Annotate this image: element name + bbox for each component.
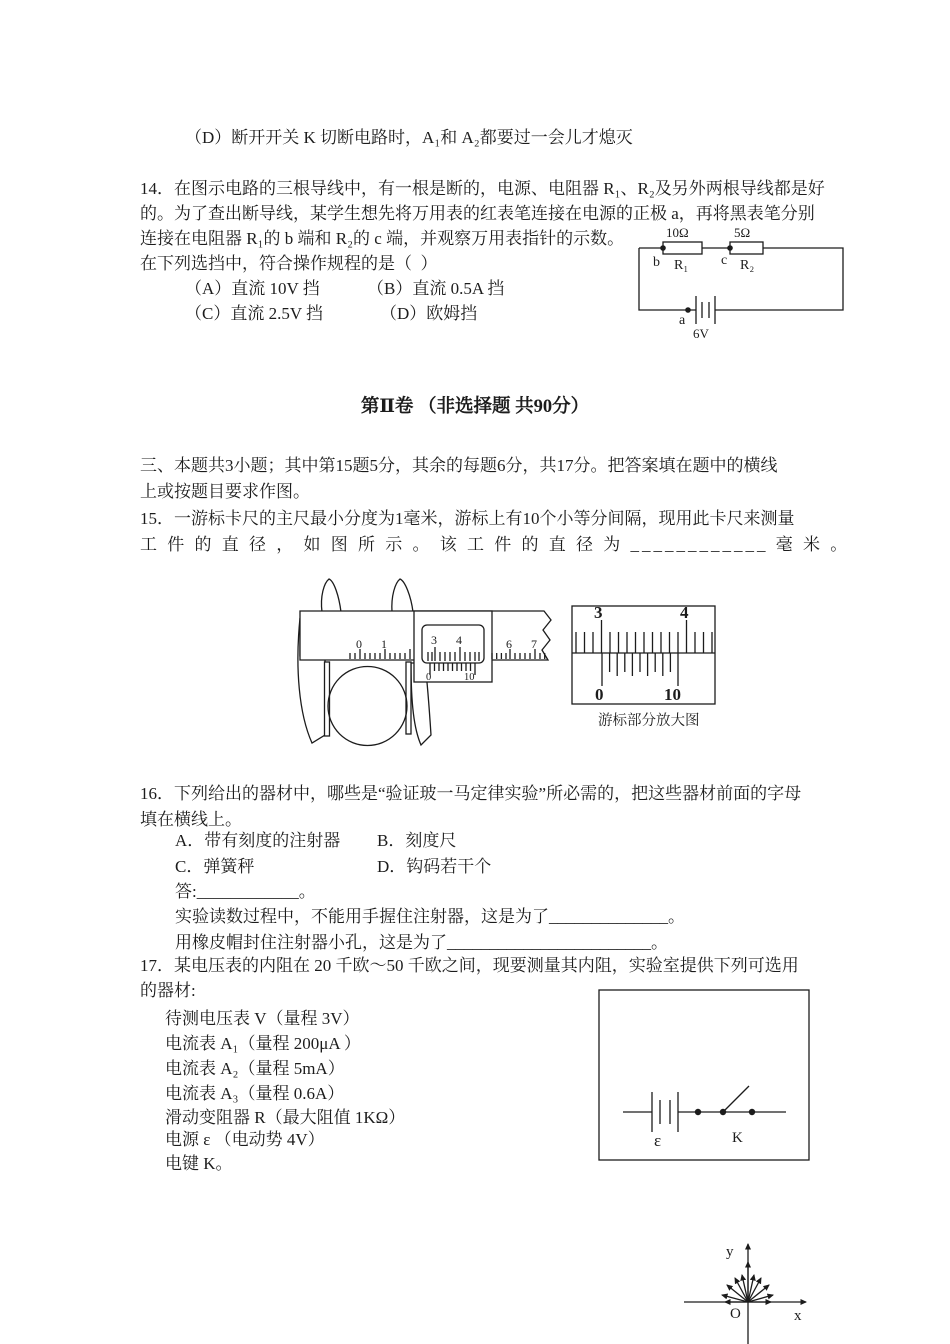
q16-fill-line-1: 实验读数过程中，不能用手握住注射器，这是为了______________。 [175, 907, 685, 926]
q16-fill-line-2: 用橡皮帽封住注射器小孔，这是为了________________________。 [175, 933, 668, 952]
zoom-main-3: 3 [594, 603, 603, 622]
q17-item-power-source: 电源 ε （电动势 4V） [165, 1130, 325, 1149]
node-b-dot [660, 245, 666, 251]
emf-label: ε [654, 1131, 662, 1150]
q14-line-3: 连接在电阻器 R₁的 b 端和 R₂的 c 端，并观察万用表指针的示数。 [140, 229, 625, 248]
r2-value-label: 5Ω [734, 225, 751, 240]
main-scale-1: 1 [381, 637, 387, 651]
workpiece-circle [328, 667, 407, 746]
q16-option-c: C．弹簧秤 [175, 857, 255, 876]
q16-answer-blank: 答:____________。 [175, 882, 316, 901]
q17-line-2: 的器材: [140, 981, 196, 1000]
x-axis-label: x [794, 1308, 802, 1324]
q17-item-rheostat: 滑动变阻器 R（最大阻值 1KΩ） [165, 1108, 406, 1127]
q16-option-d: D．钩码若干个 [377, 857, 492, 876]
r1-label: R₁ [674, 258, 689, 273]
caliper-upper-fixed-prong [321, 579, 341, 612]
figure-border [599, 990, 809, 1160]
vernier-10: 10 [464, 672, 475, 683]
terminal-dot [695, 1109, 701, 1115]
main-scale-7: 7 [531, 637, 537, 651]
switch-blade [723, 1086, 749, 1112]
q17-item-ammeter-a2: 电流表 A₂（量程 5mA） [165, 1059, 345, 1078]
node-b-label: b [653, 255, 660, 270]
sec3-line-1: 三、本题共3小题；其中第15题5分，其余的每题6分，共17分。把答案填在题中的横线 [140, 456, 778, 475]
q14-line-4: 在下列选挡中，符合操作规程的是（ ） [140, 254, 438, 273]
zoom-main-4: 4 [680, 603, 689, 622]
battery-symbol [696, 296, 715, 324]
r1-value-label: 10Ω [666, 225, 689, 240]
q15-line-2: 工 件 的 直 径 ， 如 图 所 示 。 该 工 件 的 直 径 为 ____________ 毫 米 。 [140, 535, 851, 554]
main-scale-6: 6 [506, 637, 512, 651]
q17-item-ammeter-a3: 电流表 A₃（量程 0.6A） [165, 1084, 345, 1103]
vernier-0: 0 [426, 672, 432, 683]
window-scale-4: 4 [456, 633, 462, 647]
zoom-vernier-ticks [602, 653, 678, 686]
y-axis-label: y [726, 1244, 734, 1260]
q17-circuit-figure [596, 988, 812, 1164]
vernier-zoom-box [572, 603, 715, 704]
terminal-dot [749, 1109, 755, 1115]
zoom-caption: 游标部分放大图 [598, 713, 700, 729]
vector-fan [722, 1262, 773, 1302]
q14-option-c: （C）直流 2.5V 挡 [185, 304, 324, 323]
q15-line-1: 15．一游标卡尺的主尺最小分度为1毫米，游标上有10个小等分间隔，现用此卡尺来测量 [140, 509, 795, 528]
battery-symbol [652, 1092, 678, 1132]
switch-label: K [732, 1130, 743, 1146]
zoom-vernier-0: 0 [595, 685, 604, 704]
resistor-r1-box [663, 242, 702, 254]
q16-option-b: B．刻度尺 [377, 831, 457, 850]
node-a-dot [685, 307, 691, 313]
coordinate-axes-figure [670, 1232, 840, 1344]
q17-item-voltmeter: 待测电压表 V（量程 3V） [165, 1009, 360, 1028]
q15-caliper-figure [280, 568, 740, 768]
q17-line-1: 17．某电压表的内阻在 20 千欧～50 千欧之间，现要测量其内阻，实验室提供下列可选用 [140, 956, 799, 975]
q16-line-2: 填在横线上。 [140, 810, 242, 829]
q16-option-a: A．带有刻度的注射器 [175, 831, 341, 850]
q14-line-1: 14．在图示电路的三根导线中，有一根是断的，电源、电阻器 R₁、R₂及另外两根导线都是好 [140, 179, 825, 198]
battery-voltage-label: 6V [693, 326, 709, 341]
zoom-main-ticks [576, 620, 712, 653]
q17-item-ammeter-a1: 电流表 A₁（量程 200μA ） [165, 1034, 361, 1053]
q14-circuit-figure [630, 218, 850, 342]
window-scale-3: 3 [431, 633, 437, 647]
node-c-label: c [721, 253, 728, 268]
node-c-dot [727, 245, 733, 251]
node-a-label: a [679, 313, 686, 328]
q14-line-2: 的。为了查出断导线，某学生想先将万用表的红表笔连接在电源的正极 a，再将黑表笔分别 [140, 204, 815, 223]
part2-header: 第Ⅱ卷 （非选择题 共90分） [360, 397, 590, 417]
q14-option-a: （A）直流 10V 挡 [185, 279, 320, 298]
caliper-upper-movable-prong [392, 579, 413, 612]
q16-line-1: 16．下列给出的器材中，哪些是“验证玻一马定律实验”所必需的，把这些器材前面的字母 [140, 784, 802, 803]
q17-item-switch: 电键 K。 [165, 1154, 233, 1173]
resistor-r2-box [730, 242, 763, 254]
sec3-line-2: 上或按题目要求作图。 [140, 482, 310, 501]
q14-option-d: （D）欧姆挡 [380, 304, 478, 323]
prev-option-d: （D）断开开关 K 切断电路时，A₁和 A₂都要过一会儿才熄灭 [185, 128, 633, 147]
r2-label: R₂ [740, 258, 755, 273]
main-scale-0: 0 [356, 637, 362, 651]
zoom-vernier-10: 10 [664, 685, 681, 704]
origin-label: O [730, 1306, 741, 1322]
q14-option-b: （B）直流 0.5A 挡 [367, 279, 505, 298]
